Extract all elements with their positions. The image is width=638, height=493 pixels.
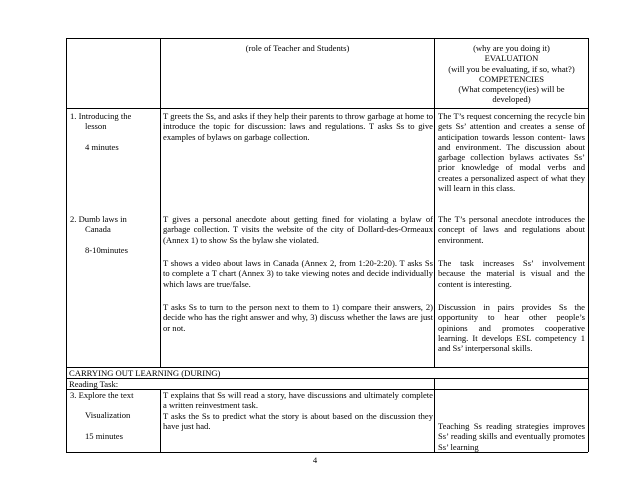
- step-3-strategy: Visualization: [85, 410, 131, 421]
- step-1-evaluation: The T’s request concerning the recycle bin gets Ss’ attention and creates a sense of anticipation towards lesson content- laws and environment. The discussion about garbage collection bylaws activates Ss’ prior knowledge of modal verbs and creates a personalized aspect of what they will learn in this class.: [438, 111, 585, 194]
- section-title: CARRYING OUT LEARNING (DURING): [69, 368, 221, 378]
- step-column-divider-top: [160, 38, 161, 367]
- step-2-title-cont: Canada: [85, 224, 111, 235]
- step-3-evaluation: Teaching Ss reading strategies improves Ss’ reading skills and eventually promotes Ss’ learning: [438, 421, 585, 452]
- why-column-header: (why are you doing it): [473, 43, 550, 53]
- step-2-evaluation-video: The task increases Ss’ involvement because the material is visual and the content is interesting.: [438, 258, 585, 289]
- competencies-question-line-2: developed): [492, 94, 531, 105]
- evaluation-question: (will you be evaluating, if so, what?): [448, 63, 575, 74]
- step-2-activity-video: T shows a video about laws in Canada (Annex 2, from 1:20-2:20). T asks Ss to complete a T chart (Annex 3) to take viewing notes and decide individually which laws are true/false.: [163, 258, 433, 289]
- reading-task-right-border: [434, 378, 435, 389]
- step-3-time: 15 minutes: [85, 430, 123, 441]
- step-1-cell: [70, 111, 158, 152]
- step-3-cell: [70, 390, 158, 441]
- step-column-divider-bottom: [160, 389, 161, 452]
- table-right-border: [588, 38, 589, 452]
- step-2-title: 2. Dumb laws in: [70, 214, 127, 224]
- step-2-evaluation-anecdote: The T’s personal anecdote introduces the concept of laws and regulations about environment.: [438, 214, 585, 245]
- page-number: 4: [312, 455, 318, 465]
- step-3-activity-predict: T asks the Ss to predict what the story is about based on the discussion they have just had.: [163, 411, 433, 432]
- activity-column-divider-bottom: [434, 389, 435, 452]
- table-top-border: [66, 38, 588, 39]
- step-2-evaluation-pairs: Discussion in pairs provides Ss the opportunity to hear other people’s opinions and promotes cooperative learning. It develops ESL competency 1 and Ss’ interpersonal skills.: [438, 302, 585, 354]
- evaluation-header-block: [435, 43, 588, 105]
- step-2-cell: [70, 214, 158, 255]
- step-2-activity-anecdote: T gives a personal anecdote about getting fined for violating a bylaw of garbage collection. T visits the website of the city of Dollard-des-Ormeaux (Annex 1) to show Ss the bylaw she violated.: [163, 214, 433, 245]
- evaluation-title: EVALUATION: [484, 53, 539, 64]
- step-1-activity: T greets the Ss, and asks if they help their parents to throw garbage at home to introduce the topic for discussion: laws and regulations. T asks Ss to give examples of bylaws on garbage collection.: [163, 111, 433, 142]
- step-2-time: 8-10minutes: [85, 244, 128, 255]
- step-3-activity-explain: T explains that Ss will read a story, have discussions and ultimately complete a written reinvestment task.: [163, 390, 433, 411]
- step-1-title-cont: lesson: [85, 121, 107, 132]
- step-2-activity-pairs: T asks Ss to turn to the person next to them to 1) compare their answers, 2) decide who has the right answer and why, 3) discuss whether the laws are just or not.: [163, 302, 433, 333]
- competencies-title: COMPETENCIES: [479, 73, 544, 84]
- role-column-header: (role of Teacher and Students): [245, 43, 350, 53]
- table-left-border: [66, 38, 67, 452]
- table-bottom-border: [66, 452, 588, 453]
- step-3-title: 3. Explore the text: [70, 390, 134, 400]
- step-1-time: 4 minutes: [85, 141, 119, 152]
- step-1-title: 1. Introducing the: [70, 111, 132, 121]
- reading-task-label: Reading Task:: [69, 379, 119, 389]
- header-row-divider: [66, 108, 588, 109]
- competencies-question-line-1: (What competency(ies) will be: [458, 84, 565, 95]
